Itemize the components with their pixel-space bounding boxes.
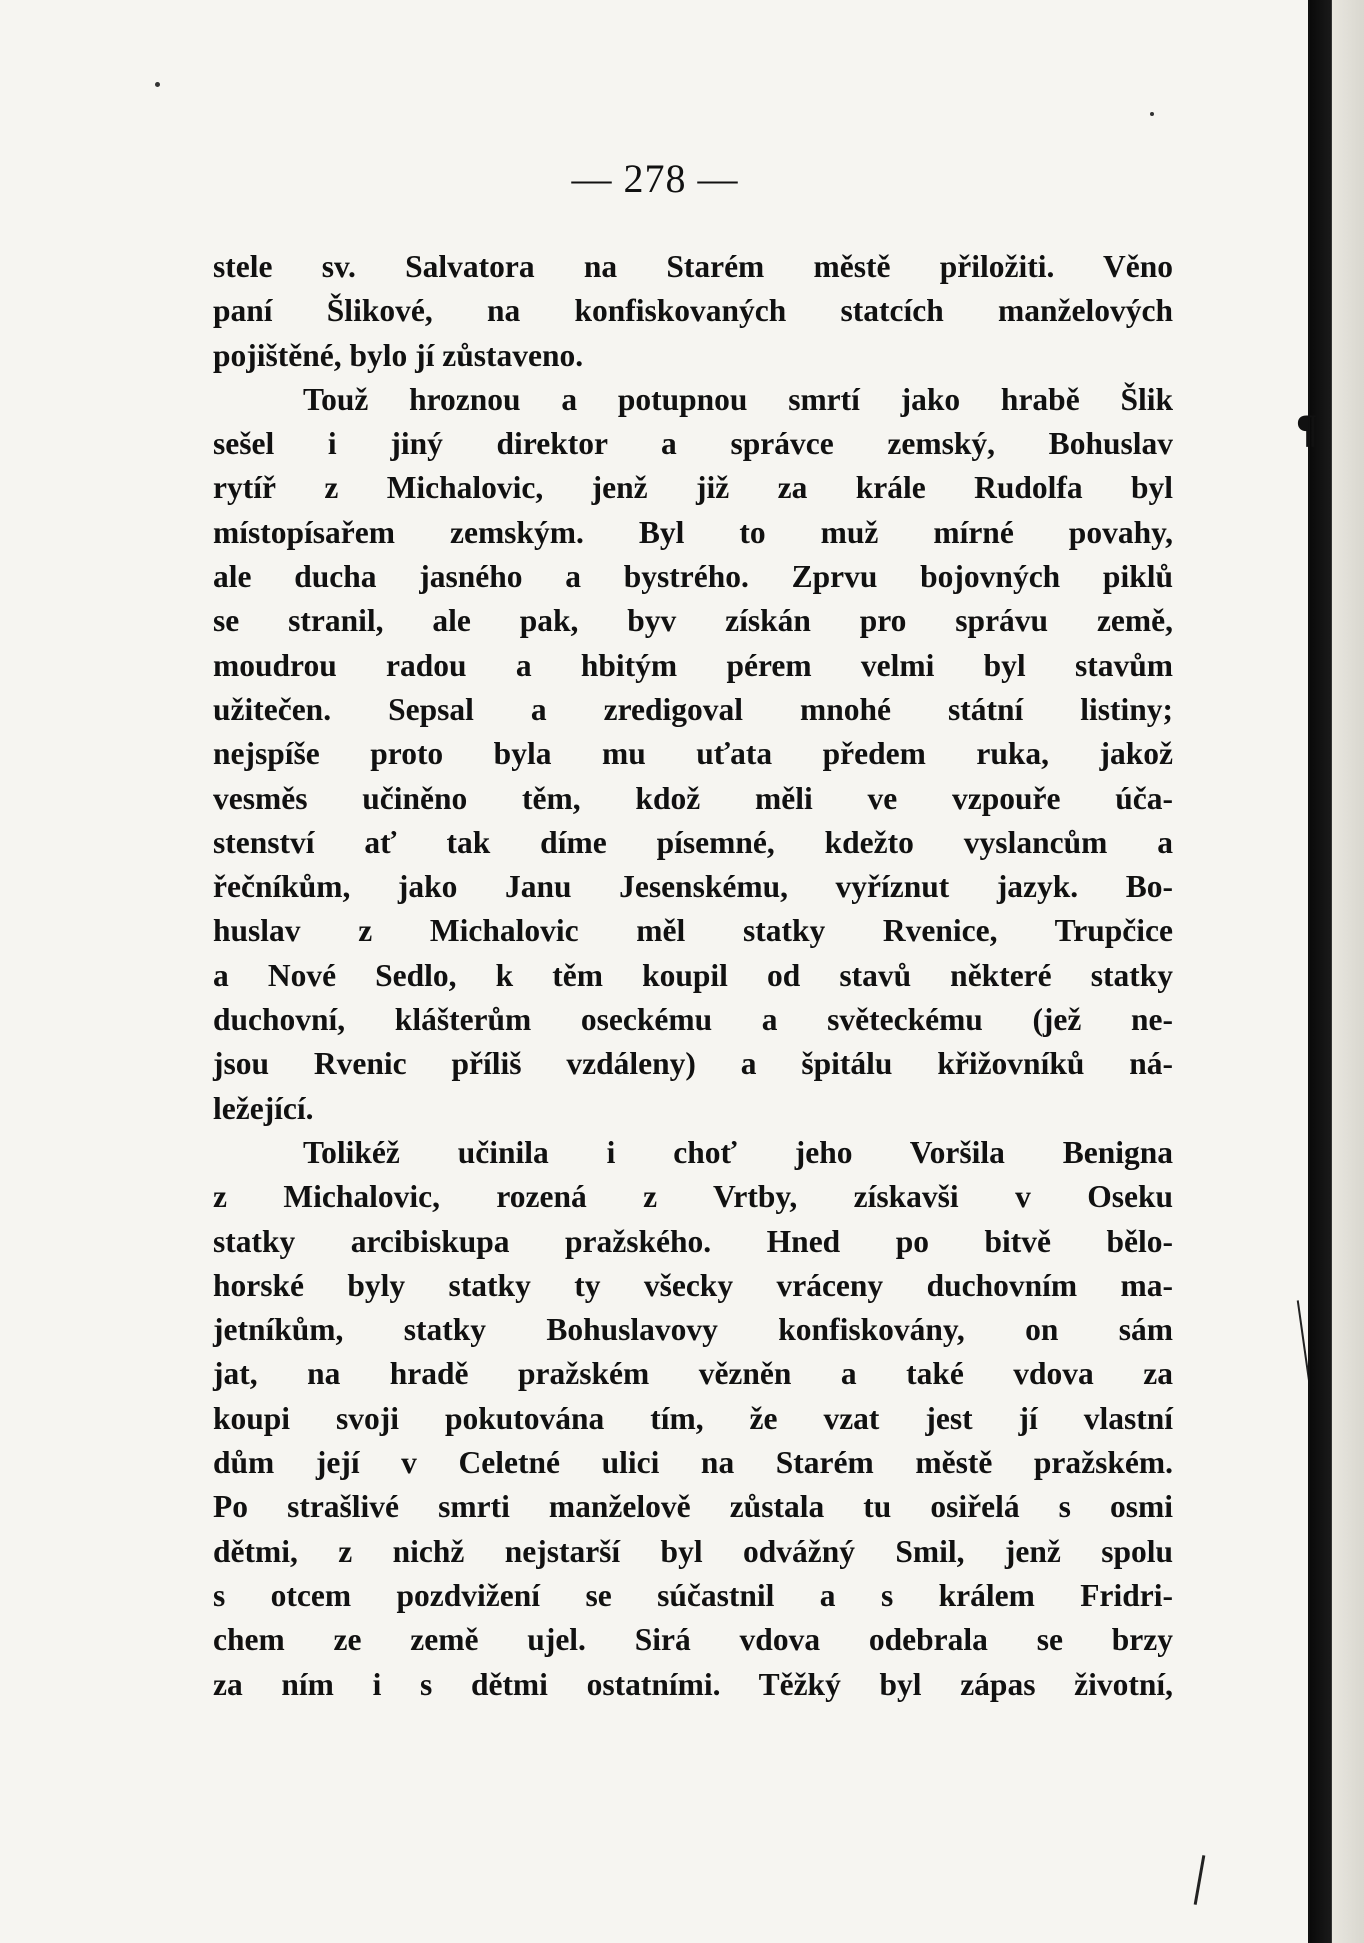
body-text <box>213 245 1173 1707</box>
text-line: Po strašlivé smrti manželově zůstala tu osiřelá s osmi <box>213 1489 1173 1525</box>
text-line: ale ducha jasného a bystrého. Zprvu bojovných piklů <box>213 559 1173 595</box>
text-line: za ním i s dětmi ostatními. Těžký byl zápas životní, <box>213 1666 1173 1702</box>
text-line: místopísařem zemským. Byl to muž mírné povahy, <box>213 514 1173 550</box>
text-line: duchovní, klášterům oseckému a světeckému (jež ne- <box>213 1002 1173 1038</box>
margin-scratch <box>1194 1855 1206 1905</box>
text-line: a Nové Sedlo, k těm koupil od stavů některé statky <box>213 957 1173 993</box>
text-line: jsou Rvenic příliš vzdáleny) a špitálu křižovníků ná- <box>213 1046 1173 1082</box>
text-line: řečníkům, jako Janu Jesenskému, vyříznut jazyk. Bo- <box>213 869 1173 905</box>
text-line: Touž hroznou a potupnou smrtí jako hrabě Šlik <box>303 381 1173 417</box>
text-line: horské byly statky ty všecky vráceny duchovním ma- <box>213 1267 1173 1303</box>
print-speck <box>155 82 160 87</box>
text-line: stenství ať tak díme písemné, kdežto vyslancům a <box>213 824 1173 860</box>
text-line: vesměs učiněno těm, kdož měli ve vzpouře úča- <box>213 780 1173 816</box>
text-line: moudrou radou a hbitým pérem velmi byl stavům <box>213 647 1173 683</box>
text-line: z Michalovic, rozená z Vrtby, získavši v Oseku <box>213 1179 1173 1215</box>
text-line: dům její v Celetné ulici na Starém městě pražském. <box>213 1445 1173 1481</box>
text-line: užitečen. Sepsal a zredigoval mnohé státní listiny; <box>213 691 1173 727</box>
text-line: huslav z Michalovic měl statky Rvenice, Trupčice <box>213 913 1173 949</box>
print-speck <box>1150 112 1154 116</box>
paragraph-mark: ¶ <box>1296 406 1318 451</box>
text-line: Tolikéž učinila i choť jeho Voršila Benigna <box>303 1134 1173 1170</box>
page-number: — 278 — <box>571 156 739 201</box>
text-line: statky arcibiskupa pražského. Hned po bitvě bělo- <box>213 1223 1173 1259</box>
text-line: jat, na hradě pražském vězněn a také vdova za <box>213 1356 1173 1392</box>
text-line: paní Šlikové, na konfiskovaných statcích manželových <box>213 293 1173 329</box>
text-line: chem ze země ujel. Sirá vdova odebrala se brzy <box>213 1622 1173 1658</box>
text-line: se stranil, ale pak, byv získán pro správu země, <box>213 603 1173 639</box>
text-line: sešel i jiný direktor a správce zemský, Bohuslav <box>213 426 1173 462</box>
text-line: stele sv. Salvatora na Starém městě přiložiti. Věno <box>213 249 1173 284</box>
text-line: pojištěné, bylo jí zůstaveno. <box>213 337 584 373</box>
text-line: dětmi, z nichž nejstarší byl odvážný Smil, jenž spolu <box>213 1533 1173 1569</box>
text-line: jetníkům, statky Bohuslavovy konfiskovány, on sám <box>213 1312 1173 1348</box>
text-line: koupi svoji pokutována tím, že vzat jest jí vlastní <box>213 1400 1173 1436</box>
text-line: s otcem pozdvižení se súčastnil a s králem Fridri- <box>213 1577 1173 1613</box>
text-line: ležející. <box>213 1090 314 1126</box>
page-edge <box>1310 0 1364 1943</box>
text-line: rytíř z Michalovic, jenž již za krále Rudolfa byl <box>213 470 1173 506</box>
text-line: nejspíše proto byla mu uťata předem ruka, jakož <box>213 736 1173 772</box>
